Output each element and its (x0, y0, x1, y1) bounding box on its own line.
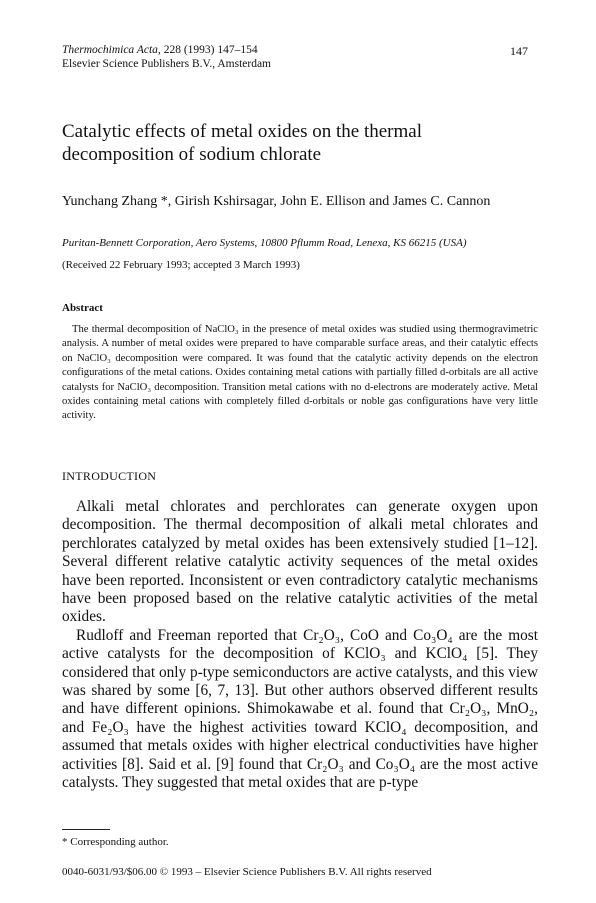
footnote-rule (62, 829, 110, 830)
introduction-body (62, 498, 538, 793)
copyright-line: 0040-6031/93/$06.00 © 1993 – Elsevier Science Publishers B.V. All rights reserved (62, 866, 432, 878)
introduction-paragraph: Alkali metal chlorates and perchlorates can generate oxygen upon decomposition. The thermal decomposition of alkali metal chlorates and perchlorates catalyzed by metal oxides has been extensively studied [1–12]. Several different relative catalytic activity sequences of the metal oxides have been reported. Inconsistent or even contradictory catalytic mechanisms have been proposed based on the relative catalytic activities of the metal oxides. (62, 498, 538, 626)
introduction-paragraph: Rudloff and Freeman reported that Cr₂O₃, CoO and Co₃O₄ are the most active catalysts for the decomposition of KClO₃ and KClO₄ [5]. They considered that only p-type semiconductors are active catalysts, and this view was shared by some [6, 7, 13]. But other authors observed different results and have different opinions. Shimokawabe et al. found that Cr₂O₃, MnO₂, and Fe₂O₃ have the highest activities toward KClO₄ decomposition, and assumed that metals oxides with higher electrical conductivities have higher activities [8]. Said et al. [9] found that Cr₂O₃ and Co₃O₄ are the most active catalysts. They suggested that metal oxides that are p-type (62, 626, 538, 792)
author-list: Yunchang Zhang *, Girish Kshirsagar, John E. Ellison and James C. Cannon (62, 194, 491, 209)
publisher-line: Elsevier Science Publishers B.V., Amsterdam (62, 58, 271, 70)
journal-volume-pages: 228 (1993) 147–154 (160, 44, 258, 56)
introduction-heading: INTRODUCTION (62, 469, 157, 483)
abstract-text: The thermal decomposition of NaClO₃ in the presence of metal oxides was studied using thermogravimetric analysis. A number of metal oxides were prepared to have comparable surface areas, and their catalytic effects on NaClO₃ decomposition were compared. It was found that the catalytic activity depends on the electron configurations of the metal cations. Oxides containing metal cations with partially filled d-orbitals are all active catalysts for NaClO₃ decomposition. Transition metal cations with no d-electrons are moderately active. Metal oxides containing metal cations with completely filled d-orbitals or noble gas configurations have very little activity. (62, 324, 538, 422)
abstract-heading: Abstract (62, 302, 103, 314)
journal-citation (62, 44, 258, 56)
page-number: 147 (510, 44, 528, 58)
article-title: Catalytic effects of metal oxides on the thermal decomposition of sodium chlorate (62, 121, 422, 165)
affiliation: Puritan-Bennett Corporation, Aero Systems, 10800 Pflumm Road, Lenexa, KS 66215 (USA) (62, 237, 467, 249)
journal-name: Thermochimica Acta, (62, 44, 161, 56)
received-dates: (Received 22 February 1993; accepted 3 March 1993) (62, 259, 300, 271)
footnote: * Corresponding author. (62, 836, 169, 848)
